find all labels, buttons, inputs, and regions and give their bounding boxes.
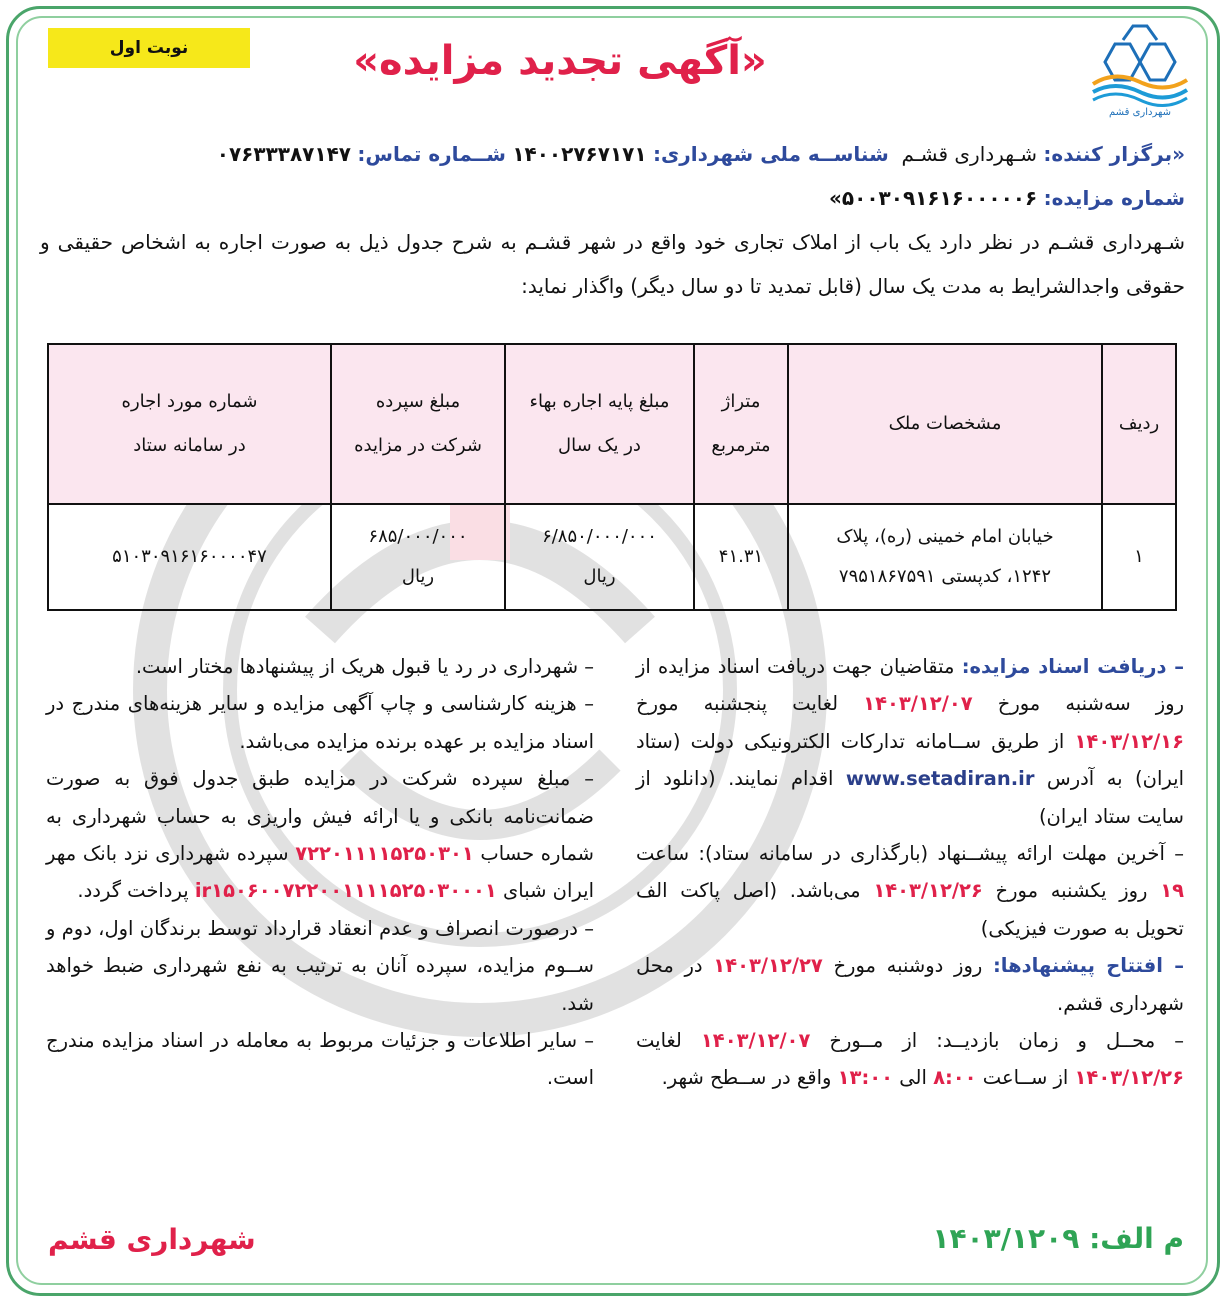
header-deposit	[331, 344, 505, 504]
deposit-text-b: سپرده شهرداری نزد بانک مهر ایران شبای	[46, 842, 594, 903]
visit-time-end: ۱۳:۰۰	[837, 1066, 894, 1090]
intro-line-2	[40, 176, 1185, 220]
property-table	[47, 343, 1177, 611]
visit-date-end: ۱۴۰۳/۱۲/۲۶	[1074, 1066, 1184, 1090]
header-setad-line2: در سامانه ستاد	[133, 435, 246, 456]
costs-paragraph: – هزینه کارشناسی و چاپ آگهی مزایده و سایر هزینه‌های مندرج در اسناد مزایده بر عهده برنده مزایده می‌باشد.	[46, 692, 594, 753]
visit-text-d: الی	[899, 1066, 927, 1090]
documents-date-end: ۱۴۰۳/۱۲/۱۶	[1074, 729, 1184, 753]
other-info-paragraph: – سایر اطلاعات و جزئیات مربوط به معامله در اسناد مزایده مندرج است.	[46, 1029, 594, 1090]
header-deposit-line1: مبلغ سپرده	[375, 391, 461, 412]
qeshm-municipality-logo-icon	[1085, 22, 1195, 118]
cell-row-number: ۱	[1102, 504, 1176, 610]
table-row	[48, 504, 1176, 610]
auction-number-label: شماره مزایده:	[1043, 186, 1185, 210]
visit-text-e: واقع در ســطح شهر.	[661, 1066, 832, 1090]
deadline-text-c: می‌باشد. (اصل پاکت الف تحویل به صورت فیزیکی)	[636, 879, 1184, 940]
left-column	[46, 648, 594, 1097]
intro-paragraph: شـهرداری قشـم در نظر دارد یک باب از املاک تجاری خود واقع در شهر قشـم به شرح جدول ذیل به صورت اجاره به اشخاص حقیقی و حقوقی واجدالشرایط به مدت یک سال (قابل تمدید تا دو سال دیگر) واگذار نماید:	[40, 230, 1185, 298]
header-setad-number	[48, 344, 331, 504]
cell-deposit-amount: ۶۸۵/۰۰۰/۰۰۰	[368, 526, 468, 547]
header-property-spec: مشخصات ملک	[788, 344, 1102, 504]
rejection-paragraph: – شهرداری در رد یا قبول هریک از پیشنهادها مختار است.	[135, 655, 594, 678]
documents-text-d: اقدام نمایند. (دانلود از سایت ستاد ایران)	[636, 767, 1184, 828]
deadline-text-b: روز یکشنبه مورخ	[995, 879, 1148, 903]
visit-time-start: ۸:۰۰	[933, 1066, 977, 1090]
visit-text-a: – محــل و زمان بازدیــد: از مــورخ	[829, 1029, 1184, 1053]
organizer-label: «برگزار کننده:	[1043, 142, 1185, 166]
cell-base-rent	[505, 504, 694, 610]
opening-text-a: روز دوشنبه مورخ	[833, 954, 983, 978]
deposit-account-number: ۷۲۲۰۱۱۱۱۵۲۵۰۳۰۱	[295, 842, 474, 866]
cell-spec-line1: خیابان امام خمینی (ره)، پلاک	[836, 526, 1054, 547]
visit-paragraph	[636, 1022, 1184, 1097]
deposit-paragraph	[46, 760, 594, 910]
documents-label: – دریافت اسناد مزایده:	[961, 655, 1185, 678]
deadline-date: ۱۴۰۳/۱۲/۲۶	[873, 879, 983, 903]
header-base-rent	[505, 344, 694, 504]
cell-area: ۴۱.۳۱	[694, 504, 788, 610]
setad-link[interactable]: www.setadiran.ir	[845, 767, 1035, 791]
opening-label: – افتتاح پیشنهادها:	[993, 954, 1184, 978]
cell-base-amount: ۶/۸۵۰/۰۰۰/۰۰۰	[542, 526, 657, 547]
auction-number-value: ۵۰۰۳۰۹۱۶۱۶۰۰۰۰۰۶»	[828, 186, 1038, 210]
visit-date-start: ۱۴۰۳/۱۲/۰۷	[700, 1029, 811, 1053]
logo-caption: شهرداری قشم	[1109, 107, 1171, 118]
national-id-value: ۱۴۰۰۲۷۶۷۱۷۱	[512, 142, 647, 166]
header-area-line2: مترمربع	[711, 435, 771, 456]
header-deposit-line2: شرکت در مزایده	[354, 435, 482, 456]
right-column	[636, 648, 1184, 1097]
documents-text-a: متقاضیان جهت دریافت اسناد مزایده از روز سه‌شنبه مورخ	[636, 655, 1185, 716]
page-title: «آگهی تجدید مزایده»	[353, 38, 767, 84]
deposit-iban: ir۱۵۰۶۰۰۷۲۲۰۰۱۱۱۱۵۲۵۰۳۰۰۰۱	[194, 879, 497, 903]
phone-value: ۰۷۶۳۳۳۸۷۱۴۷	[216, 142, 352, 166]
visit-text-c: از ســاعت	[982, 1066, 1069, 1090]
deposit-text-c: پرداخت گردد.	[77, 879, 189, 903]
cell-deposit-unit: ریال	[401, 566, 435, 587]
cell-base-unit: ریال	[583, 566, 616, 587]
documents-date-start: ۱۴۰۳/۱۲/۰۷	[863, 692, 973, 716]
deadline-hour: ۱۹	[1160, 879, 1184, 903]
signature: شهرداری قشم	[48, 1223, 256, 1256]
opening-date: ۱۴۰۳/۱۲/۲۷	[713, 954, 823, 978]
intro-line-1	[40, 132, 1185, 176]
header-base-line2: در یک سال	[558, 435, 641, 456]
phone-label: شــماره تماس:	[357, 142, 506, 166]
documents-text-c: از طریق ســامانه تدارکات الکترونیکی دولت (ستاد ایران) به آدرس	[636, 729, 1184, 791]
forfeit-paragraph: – درصورت انصراف و عدم انعقاد قرارداد توسط برندگان اول، دوم و ســوم مزایده، سپرده آنان به ترتیب به نفع شهرداری ضبط خواهد شد.	[46, 916, 594, 1015]
cell-setad-number: ۵۱۰۳۰۹۱۶۱۶۰۰۰۰۴۷	[48, 504, 331, 610]
documents-text-b: لغایت پنجشنبه مورخ	[636, 692, 839, 716]
header-area	[694, 344, 788, 504]
cell-spec-line2: ۱۲۴۲، کدپستی ۷۹۵۱۸۶۷۵۹۱	[838, 566, 1052, 587]
organizer-value: شـهرداری قشـم	[901, 142, 1038, 166]
opening-text-b: در محل شهرداری قشم.	[636, 954, 1184, 1015]
header-setad-line1: شماره مورد اجاره	[121, 391, 258, 412]
publication-code: م الف: ۱۴۰۳/۱۲۰۹	[932, 1222, 1184, 1255]
table-header-row	[48, 344, 1176, 504]
deadline-text-a: – آخرین مهلت ارائه پیشــنهاد (بارگذاری در سامانه ستاد): ساعت	[636, 842, 1184, 866]
cell-deposit	[331, 504, 505, 610]
deposit-text-a: – مبلغ سپرده شرکت در مزایده طبق جدول فوق به صورت ضمانت‌نامه بانکی و یا ارائه فیش واریزی به حساب شهرداری به شماره حساب	[46, 767, 594, 866]
intro-block	[40, 132, 1185, 308]
cell-property-spec	[788, 504, 1102, 610]
header-row-number: ردیف	[1102, 344, 1176, 504]
visit-text-b: لغایت	[636, 1029, 682, 1053]
header-area-line1: متراژ	[721, 391, 761, 412]
round-badge: نوبت اول	[48, 28, 250, 68]
national-id-label: شناســه ملی شهرداری:	[652, 142, 889, 166]
municipality-logo	[1085, 22, 1195, 118]
opening-paragraph	[636, 947, 1184, 1022]
documents-paragraph	[636, 648, 1184, 835]
deadline-paragraph	[636, 835, 1184, 947]
header-base-line1: مبلغ پایه اجاره بهاء	[529, 391, 670, 412]
